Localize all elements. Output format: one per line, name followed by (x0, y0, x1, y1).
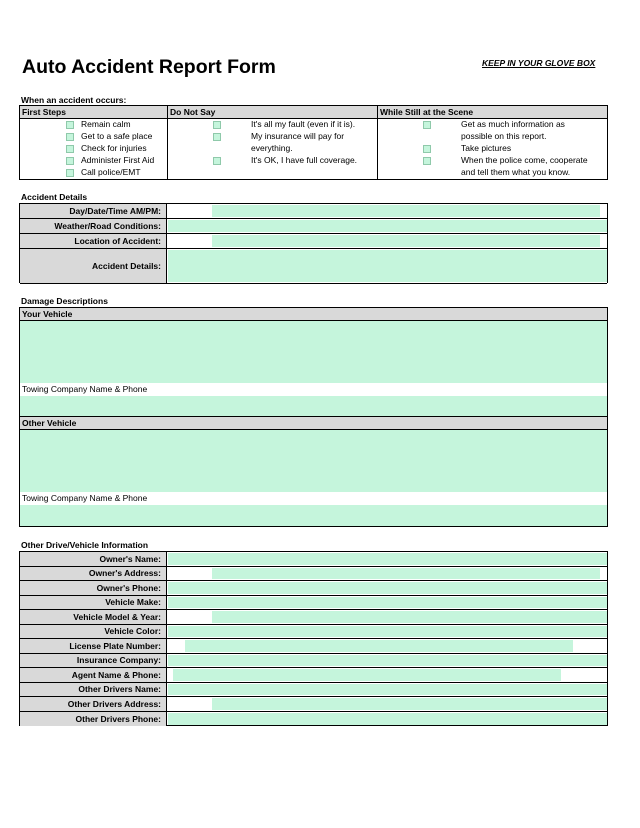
column-divider (377, 106, 378, 179)
info-label: License Plate Number: (20, 639, 167, 653)
first-step-item: Remain calm (81, 119, 131, 129)
info-row (20, 668, 607, 683)
datetime-field[interactable] (212, 205, 600, 217)
checkbox[interactable] (423, 145, 431, 153)
vehicle-model-field[interactable] (212, 611, 607, 623)
blank-cell (168, 568, 212, 580)
first-step-item: Call police/EMT (81, 167, 141, 177)
damage-heading: Damage Descriptions (21, 296, 108, 306)
info-label: Other Drivers Address: (20, 697, 167, 711)
checkbox[interactable] (66, 133, 74, 141)
other-driver-address-field[interactable] (212, 698, 607, 710)
detail-row (20, 249, 607, 284)
detail-label: Location of Accident: (20, 234, 167, 248)
when-section-table (19, 105, 608, 180)
scene-item: possible on this report. (461, 131, 547, 141)
blank-cell (561, 669, 607, 681)
info-label: Vehicle Model & Year: (20, 610, 167, 624)
info-row (20, 712, 607, 726)
blank-cell (168, 235, 212, 247)
blank-cell (573, 640, 607, 652)
info-row (20, 581, 607, 596)
checkbox[interactable] (423, 121, 431, 129)
info-row (20, 596, 607, 611)
first-step-item: Get to a safe place (81, 131, 153, 141)
detail-label: Day/Date/Time AM/PM: (20, 204, 167, 218)
do-not-say-header: Do Not Say (168, 106, 377, 119)
blank-cell (600, 568, 607, 580)
info-row (20, 552, 607, 567)
detail-row (20, 234, 607, 249)
vehicle-make-field[interactable] (168, 597, 607, 609)
other-vehicle-header: Other Vehicle (20, 417, 607, 430)
detail-label: Accident Details: (20, 249, 167, 283)
checkbox[interactable] (423, 157, 431, 165)
detail-label: Weather/Road Conditions: (20, 219, 167, 233)
info-label: Other Drivers Name: (20, 683, 167, 697)
towing-label: Towing Company Name & Phone (22, 384, 148, 394)
info-label: Agent Name & Phone: (20, 668, 167, 682)
scene-item: Get as much information as (461, 119, 565, 129)
scene-item: When the police come, cooperate (461, 155, 588, 165)
first-steps-header: First Steps (20, 106, 167, 119)
info-label: Vehicle Make: (20, 596, 167, 610)
first-step-item: Administer First Aid (81, 155, 155, 165)
glove-box-note: KEEP IN YOUR GLOVE BOX (482, 58, 596, 68)
info-row (20, 625, 607, 640)
towing-label: Towing Company Name & Phone (22, 493, 148, 503)
checkbox[interactable] (213, 157, 221, 165)
info-label: Other Drivers Phone: (20, 712, 167, 726)
info-row (20, 639, 607, 654)
your-vehicle-description-field[interactable] (20, 321, 607, 383)
blank-cell (168, 698, 212, 710)
blank-cell (600, 235, 607, 247)
while-at-scene-header: While Still at the Scene (378, 106, 607, 119)
owner-address-field[interactable] (212, 568, 600, 580)
checkbox[interactable] (213, 121, 221, 129)
do-not-say-item: It's OK, I have full coverage. (251, 155, 358, 165)
info-row (20, 654, 607, 669)
owner-phone-field[interactable] (168, 582, 607, 594)
blank-cell (168, 205, 212, 217)
accident-details-heading: Accident Details (21, 192, 88, 202)
checkbox[interactable] (66, 157, 74, 165)
info-row (20, 683, 607, 698)
column-divider (167, 106, 168, 179)
conditions-field[interactable] (168, 220, 607, 232)
other-driver-name-field[interactable] (168, 684, 607, 696)
info-label: Owner's Address: (20, 567, 167, 581)
do-not-say-item: everything. (251, 143, 293, 153)
do-not-say-item: It's all my fault (even if it is). (251, 119, 356, 129)
vehicle-color-field[interactable] (168, 626, 607, 638)
scene-item: Take pictures (461, 143, 512, 153)
other-vehicle-description-field[interactable] (20, 430, 607, 492)
insurance-company-field[interactable] (168, 655, 607, 667)
checkbox[interactable] (213, 133, 221, 141)
owner-name-field[interactable] (168, 553, 607, 565)
info-label: Vehicle Color: (20, 625, 167, 639)
info-row (20, 567, 607, 582)
other-vehicle-box (19, 416, 608, 527)
blank-cell (168, 640, 185, 652)
accident-details-table (19, 203, 608, 283)
your-towing-field[interactable] (20, 396, 607, 416)
blank-cell (168, 611, 212, 623)
checkbox[interactable] (66, 145, 74, 153)
other-driver-phone-field[interactable] (168, 713, 607, 725)
your-vehicle-header: Your Vehicle (20, 308, 607, 321)
location-field[interactable] (212, 235, 600, 247)
checkbox[interactable] (66, 121, 74, 129)
do-not-say-item: My insurance will pay for (251, 131, 345, 141)
detail-row (20, 219, 607, 234)
scene-item: and tell them what you know. (461, 167, 571, 177)
agent-field[interactable] (173, 669, 561, 681)
info-label: Owner's Phone: (20, 581, 167, 595)
blank-cell (600, 205, 607, 217)
info-row (20, 610, 607, 625)
info-row (20, 697, 607, 712)
details-field[interactable] (168, 250, 607, 282)
other-info-heading: Other Drive/Vehicle Information (21, 540, 149, 550)
info-label: Insurance Company: (20, 654, 167, 668)
checkbox[interactable] (66, 169, 74, 177)
page-title: Auto Accident Report Form (22, 56, 276, 78)
detail-row (20, 204, 607, 219)
other-towing-field[interactable] (20, 505, 607, 526)
other-info-table (19, 551, 608, 726)
your-vehicle-box (19, 307, 608, 417)
info-label: Owner's Name: (20, 552, 167, 566)
license-plate-field[interactable] (185, 640, 573, 652)
first-step-item: Check for injuries (81, 143, 147, 153)
when-section-heading: When an accident occurs: (21, 95, 127, 105)
